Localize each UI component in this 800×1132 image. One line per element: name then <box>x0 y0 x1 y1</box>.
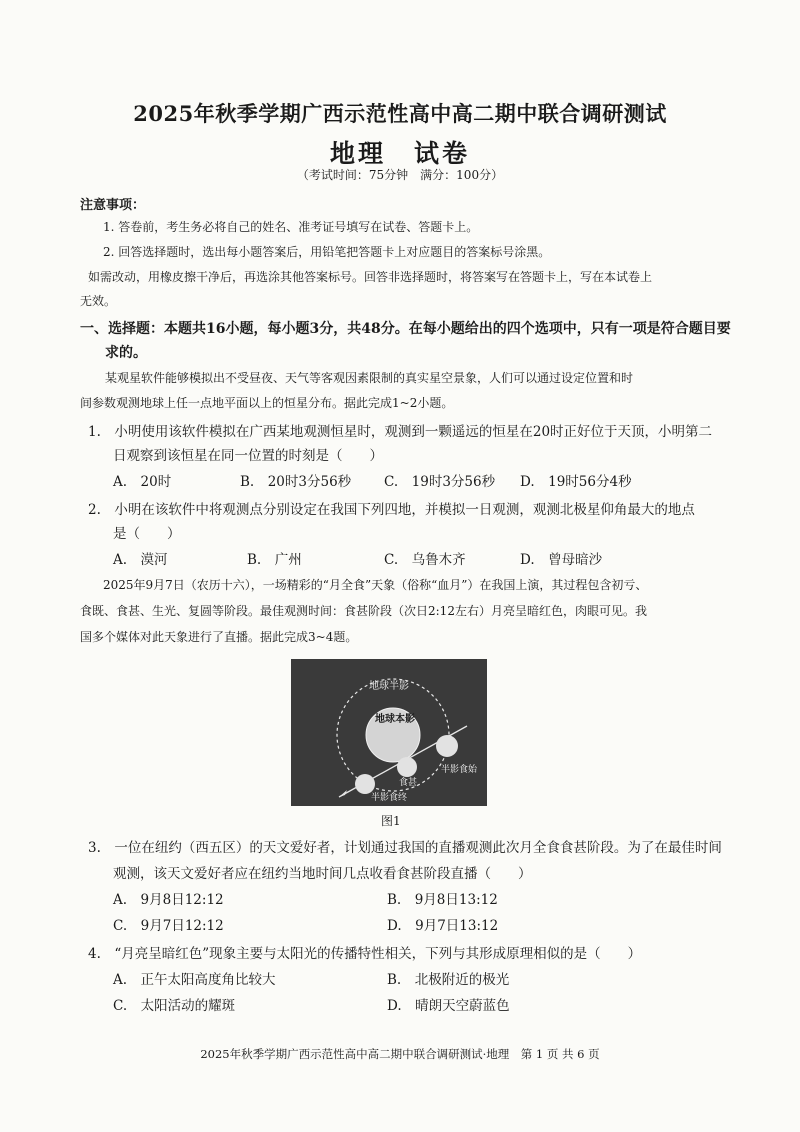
q4-option-b: B. 北极附近的极光 <box>387 972 510 988</box>
passage-2-line-3: 国多个媒体对此天象进行了直播。据此完成3~4题。 <box>80 630 358 644</box>
q1-option-a: A. 20时 <box>113 474 172 490</box>
label-partial: 半影食始 <box>441 765 478 775</box>
page-footer: 2025年秋季学期广西示范性高中高二期中联合调研测试·地理 第 1 页 共 6 页 <box>200 1047 600 1061</box>
q3-option-a: A. 9月8日12:12 <box>113 892 224 908</box>
question-4: 4. “月亮呈暗红色”现象主要与太阳光的传播特性相关，下列与其形成原理相似的是（ ） <box>88 946 642 962</box>
moon-position-2 <box>397 757 417 777</box>
q2-option-a: A. 漠河 <box>113 552 168 568</box>
q3-option-d: D. 9月7日13:12 <box>387 918 499 934</box>
q2-option-c: C. 乌鲁木齐 <box>384 552 466 568</box>
question-1: 1. 小明使用该软件模拟在广西某地观测恒星时，观测到一颗遥远的恒星在20时正好位于天顶，小明第二 <box>88 424 713 440</box>
question-3: 3. 一位在纽约（西五区）的天文爱好者，计划通过我国的直播观测此次月全食食甚阶段。为了在最佳时间 <box>88 840 722 856</box>
label-umbra: 地球本影 <box>375 714 415 725</box>
question-3-cont: 观测，该天文爱好者应在纽约当地时间几点收看食甚阶段直播（ ） <box>113 866 532 882</box>
q4-option-d: D. 晴朗天空蔚蓝色 <box>387 998 510 1014</box>
q3-option-c: C. 9月7日12:12 <box>113 918 224 934</box>
moon-position-1 <box>355 774 375 794</box>
q1-option-c: C. 19时3分56秒 <box>384 474 496 490</box>
exam-title: 2025年秋季学期广西示范性高中高二期中联合调研测试 <box>133 101 667 126</box>
label-eclipse-max: 食甚 <box>399 778 418 788</box>
q2-option-d: D. 曾母暗沙 <box>520 552 603 568</box>
moon-position-3 <box>436 735 458 757</box>
q4-option-c: C. 太阳活动的耀斑 <box>113 998 236 1014</box>
q1-option-d: D. 19时56分4秒 <box>520 474 632 490</box>
exam-meta: （考试时间：75分钟 满分：100分） <box>296 168 504 182</box>
notice-heading: 注意事项： <box>80 198 146 213</box>
subject-title: 地理 试卷 <box>329 139 470 168</box>
passage-2-line-2: 食既、食甚、生光、复圆等阶段。最佳观测时间：食甚阶段（次日2:12左右）月亮呈暗红色，肉眼可见。我 <box>80 604 647 618</box>
notice-item-1: 1. 答卷前，考生务必将自己的姓名、准考证号填写在试卷、答题卡上。 <box>103 220 479 234</box>
q2-option-b: B. 广州 <box>247 552 302 568</box>
lunar-eclipse-diagram <box>291 659 487 806</box>
section-heading-cont: 求的。 <box>105 345 147 361</box>
label-penumbra: 地球半影 <box>369 681 409 692</box>
q4-option-a: A. 正午太阳高度角比较大 <box>113 972 276 988</box>
question-2-cont: 是（ ） <box>113 526 181 542</box>
q1-option-b: B. 20时3分56秒 <box>240 474 352 490</box>
passage-2-line-1: 2025年9月7日（农历十六），一场精彩的“月全食”天象（俗称“血月”）在我国上演，其过程包含初亏、 <box>103 578 648 592</box>
section-heading: 一、选择题：本题共16小题，每小题3分，共48分。在每小题给出的四个选项中，只有一项是符合题目要 <box>80 321 731 337</box>
label-penumbra-end: 半影食终 <box>371 793 408 803</box>
passage-1-line-1: 某观星软件能够模拟出不受昼夜、天气等客观因素限制的真实星空景象，人们可以通过设定位置和时 <box>105 371 634 385</box>
question-1-cont: 日观察到该恒星在同一位置的时刻是（ ） <box>113 448 383 464</box>
question-2: 2. 小明在该软件中将观测点分别设定在我国下列四地，并模拟一日观测，观测北极星仰角最大的地点 <box>88 502 695 518</box>
figure-caption: 图1 <box>381 814 401 828</box>
lunar-eclipse-figure <box>291 659 487 806</box>
notice-item-4: 无效。 <box>80 294 117 308</box>
passage-1-line-2: 间参数观测地球上任一点地平面以上的恒星分布。据此完成1~2小题。 <box>80 396 454 410</box>
notice-item-3: 如需改动，用橡皮擦干净后，再选涂其他答案标号。回答非选择题时，将答案写在答题卡上，写在本试卷上 <box>88 270 653 284</box>
notice-item-2: 2. 回答选择题时，选出每小题答案后，用铅笔把答题卡上对应题目的答案标号涂黑。 <box>103 245 551 259</box>
q3-option-b: B. 9月8日13:12 <box>387 892 498 908</box>
